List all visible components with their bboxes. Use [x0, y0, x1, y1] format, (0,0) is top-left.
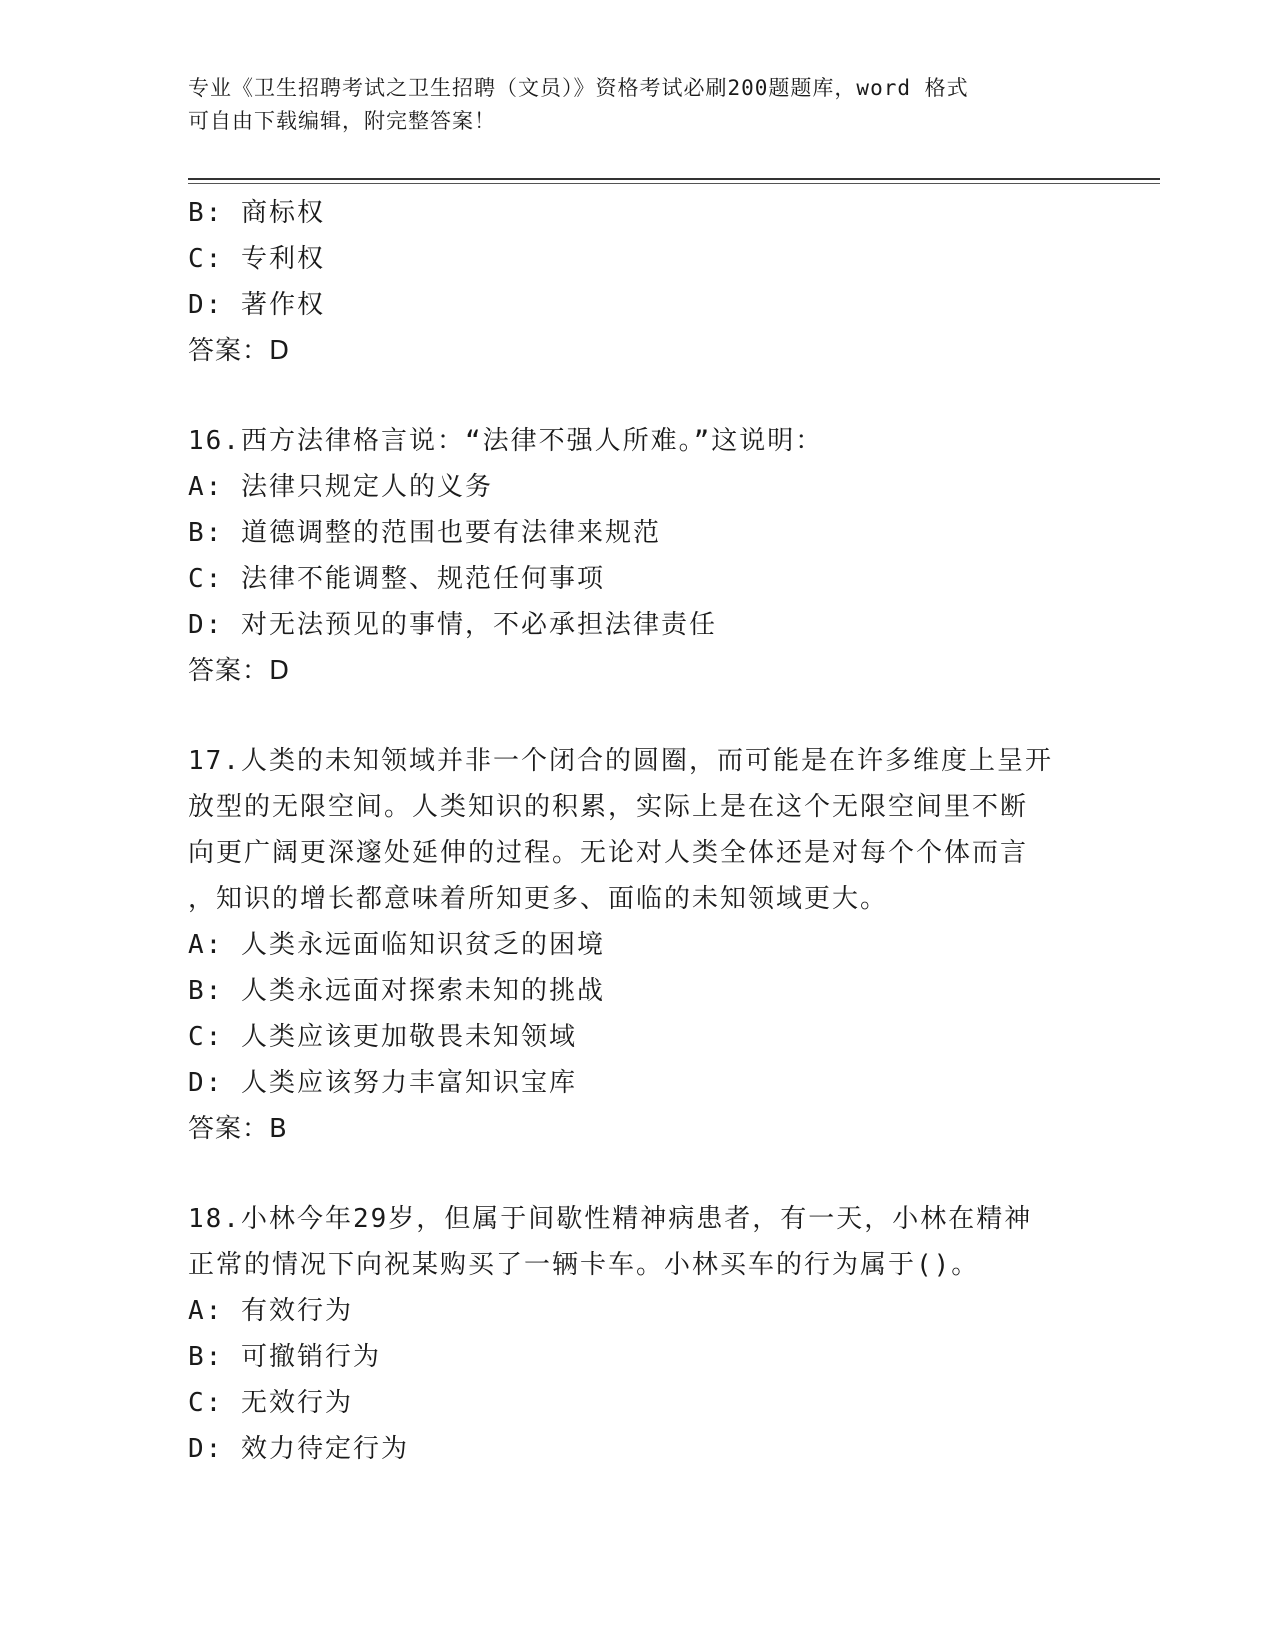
option-a: A: 有效行为	[188, 1296, 353, 1326]
question-stem-line: ，知识的增长都意味着所知更多、面临的未知领域更大。	[188, 884, 889, 914]
option-d: D: 对无法预见的事情，不必承担法律责任	[188, 610, 717, 640]
question-stem: 16.西方法律格言说：“法律不强人所难。”这说明：	[188, 426, 824, 456]
question-stem-line: 放型的无限空间。人类知识的积累，实际上是在这个无限空间里不断	[188, 792, 1029, 822]
option-c: C: 法律不能调整、规范任何事项	[188, 564, 605, 594]
answer-line: 答案：B	[188, 1114, 288, 1144]
question-stem-line: 正常的情况下向祝某购买了一辆卡车。小林买车的行为属于()。	[188, 1250, 980, 1280]
header-line-2: 可自由下载编辑，附完整答案！	[188, 109, 496, 133]
option-a: A: 人类永远面临知识贫乏的困境	[188, 930, 605, 960]
option-c: C: 专利权	[188, 244, 325, 274]
question-16	[188, 418, 1088, 694]
option-b: B: 人类永远面对探索未知的挑战	[188, 976, 605, 1006]
option-b: B: 道德调整的范围也要有法律来规范	[188, 518, 661, 548]
option-b: B: 可撤销行为	[188, 1342, 381, 1372]
question-stem-line: 向更广阔更深邃处延伸的过程。无论对人类全体还是对每个个体而言	[188, 838, 1029, 868]
answer-line: 答案：D	[188, 656, 291, 686]
option-c: C: 无效行为	[188, 1388, 353, 1418]
option-d: D: 人类应该努力丰富知识宝库	[188, 1068, 577, 1098]
option-d: D: 著作权	[188, 290, 325, 320]
question-15	[188, 190, 1088, 374]
option-a: A: 法律只规定人的义务	[188, 472, 493, 502]
header-line-1: 专业《卫生招聘考试之卫生招聘（文员）》资格考试必刷200题题库，word 格式	[188, 76, 969, 100]
option-d: D: 效力待定行为	[188, 1434, 409, 1464]
header-divider	[188, 178, 1160, 180]
option-c: C: 人类应该更加敬畏未知领域	[188, 1022, 577, 1052]
answer-line: 答案：D	[188, 336, 291, 366]
document-header	[188, 72, 1088, 138]
question-17	[188, 738, 1088, 1152]
question-stem-line: 17.人类的未知领域并非一个闭合的圆圈，而可能是在许多维度上呈开	[188, 746, 1053, 776]
header-divider-thin	[188, 183, 1160, 184]
question-stem-line: 18.小林今年29岁，但属于间歇性精神病患者，有一天，小林在精神	[188, 1204, 1033, 1234]
question-18	[188, 1196, 1088, 1472]
option-b: B: 商标权	[188, 198, 325, 228]
question-list	[188, 190, 1088, 1472]
